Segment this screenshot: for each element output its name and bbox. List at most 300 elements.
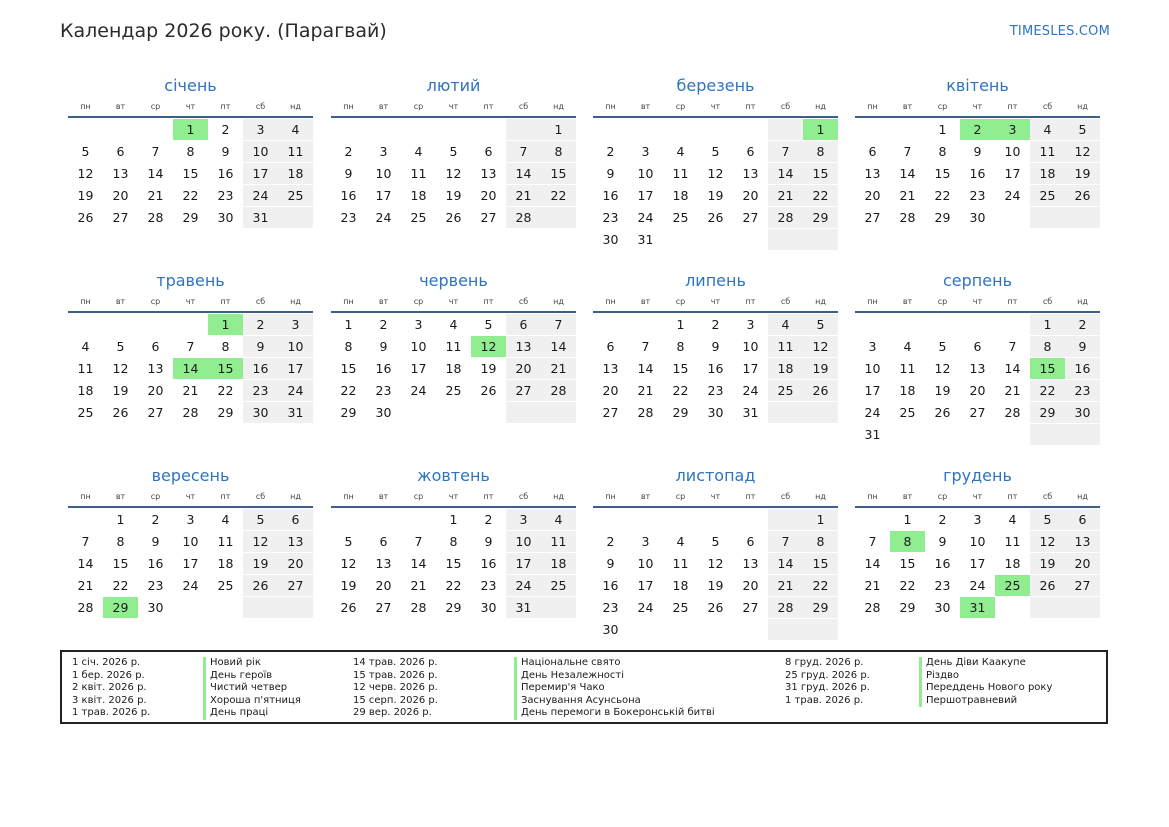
day-cell[interactable]: 9 xyxy=(344,166,353,181)
day-cell[interactable]: 16 xyxy=(217,166,234,181)
day-cell[interactable]: 21 xyxy=(506,185,541,206)
day-cell[interactable]: 28 xyxy=(410,600,427,615)
day-cell[interactable]: 7 xyxy=(506,141,541,162)
day-cell[interactable]: 10 xyxy=(278,336,313,357)
day-cell[interactable]: 2 xyxy=(151,512,160,527)
day-cell[interactable]: 10 xyxy=(506,531,541,552)
day-cell[interactable]: 16 xyxy=(375,361,392,376)
day-cell[interactable]: 7 xyxy=(768,531,803,552)
day-cell[interactable]: 10 xyxy=(1004,144,1021,159)
day-cell[interactable]: 23 xyxy=(969,188,986,203)
day-cell[interactable]: 25 xyxy=(1030,185,1065,206)
day-cell[interactable]: 10 xyxy=(969,534,986,549)
day-cell[interactable]: 24 xyxy=(1004,188,1021,203)
day-cell[interactable]: 22 xyxy=(803,575,838,596)
day-cell[interactable]: 9 xyxy=(484,534,493,549)
day-cell[interactable]: 30 xyxy=(707,405,724,420)
day-cell[interactable]: 13 xyxy=(864,166,881,181)
day-cell[interactable]: 24 xyxy=(742,383,759,398)
day-cell[interactable]: 8 xyxy=(890,531,925,552)
day-cell[interactable]: 24 xyxy=(243,185,278,206)
day-cell[interactable]: 14 xyxy=(541,336,576,357)
day-cell[interactable]: 16 xyxy=(707,361,724,376)
day-cell[interactable]: 17 xyxy=(637,188,654,203)
day-cell[interactable]: 8 xyxy=(541,141,576,162)
day-cell[interactable]: 9 xyxy=(606,556,615,571)
day-cell[interactable]: 9 xyxy=(221,144,230,159)
day-cell[interactable]: 13 xyxy=(112,166,129,181)
day-cell[interactable]: 29 xyxy=(803,597,838,618)
day-cell[interactable]: 18 xyxy=(672,578,689,593)
day-cell[interactable]: 29 xyxy=(217,405,234,420)
day-cell[interactable]: 11 xyxy=(899,361,916,376)
day-cell[interactable]: 25 xyxy=(445,383,462,398)
day-cell[interactable]: 26 xyxy=(1030,575,1065,596)
day-cell[interactable]: 5 xyxy=(344,534,353,549)
day-cell[interactable]: 11 xyxy=(1030,141,1065,162)
day-cell[interactable]: 17 xyxy=(506,553,541,574)
day-cell[interactable]: 7 xyxy=(868,534,877,549)
day-cell[interactable]: 2 xyxy=(344,144,353,159)
day-cell[interactable]: 31 xyxy=(506,597,541,618)
day-cell[interactable]: 14 xyxy=(410,556,427,571)
day-cell[interactable]: 18 xyxy=(278,163,313,184)
day-cell[interactable]: 12 xyxy=(1065,141,1100,162)
day-cell[interactable]: 17 xyxy=(1004,166,1021,181)
day-cell[interactable]: 29 xyxy=(103,597,138,618)
day-cell[interactable]: 19 xyxy=(340,578,357,593)
day-cell[interactable]: 20 xyxy=(480,188,497,203)
day-cell[interactable]: 20 xyxy=(969,383,986,398)
day-cell[interactable]: 1 xyxy=(344,317,353,332)
day-cell[interactable]: 21 xyxy=(899,188,916,203)
day-cell[interactable]: 30 xyxy=(969,210,986,225)
day-cell[interactable]: 26 xyxy=(934,405,951,420)
day-cell[interactable]: 13 xyxy=(742,556,759,571)
day-cell[interactable]: 3 xyxy=(746,317,755,332)
day-cell[interactable]: 27 xyxy=(375,600,392,615)
day-cell[interactable]: 21 xyxy=(77,578,94,593)
day-cell[interactable]: 31 xyxy=(243,207,278,228)
day-cell[interactable]: 3 xyxy=(414,317,423,332)
day-cell[interactable]: 22 xyxy=(1030,380,1065,401)
day-cell[interactable]: 22 xyxy=(899,578,916,593)
day-cell[interactable]: 21 xyxy=(147,188,164,203)
day-cell[interactable]: 15 xyxy=(112,556,129,571)
day-cell[interactable]: 24 xyxy=(278,380,313,401)
day-cell[interactable]: 1 xyxy=(903,512,912,527)
day-cell[interactable]: 20 xyxy=(864,188,881,203)
day-cell[interactable]: 14 xyxy=(173,358,208,379)
day-cell[interactable]: 9 xyxy=(243,336,278,357)
day-cell[interactable]: 13 xyxy=(147,361,164,376)
day-cell[interactable]: 6 xyxy=(484,144,493,159)
day-cell[interactable]: 11 xyxy=(541,531,576,552)
day-cell[interactable]: 30 xyxy=(243,402,278,423)
day-cell[interactable]: 26 xyxy=(1065,185,1100,206)
day-cell[interactable]: 2 xyxy=(379,317,388,332)
day-cell[interactable]: 17 xyxy=(375,188,392,203)
day-cell[interactable]: 8 xyxy=(116,534,125,549)
day-cell[interactable]: 23 xyxy=(1065,380,1100,401)
day-cell[interactable]: 14 xyxy=(506,163,541,184)
day-cell[interactable]: 23 xyxy=(243,380,278,401)
day-cell[interactable]: 25 xyxy=(77,405,94,420)
day-cell[interactable]: 23 xyxy=(147,578,164,593)
day-cell[interactable]: 28 xyxy=(541,380,576,401)
day-cell[interactable]: 20 xyxy=(375,578,392,593)
day-cell[interactable]: 19 xyxy=(445,188,462,203)
day-cell[interactable]: 6 xyxy=(278,509,313,530)
day-cell[interactable]: 7 xyxy=(641,339,650,354)
day-cell[interactable]: 16 xyxy=(340,188,357,203)
day-cell[interactable]: 10 xyxy=(637,166,654,181)
day-cell[interactable]: 12 xyxy=(112,361,129,376)
day-cell[interactable]: 5 xyxy=(81,144,90,159)
day-cell[interactable]: 29 xyxy=(899,600,916,615)
day-cell[interactable]: 17 xyxy=(243,163,278,184)
day-cell[interactable]: 1 xyxy=(803,119,838,140)
day-cell[interactable]: 10 xyxy=(410,339,427,354)
day-cell[interactable]: 25 xyxy=(995,575,1030,596)
day-cell[interactable]: 4 xyxy=(414,144,423,159)
day-cell[interactable]: 16 xyxy=(602,578,619,593)
day-cell[interactable]: 28 xyxy=(637,405,654,420)
day-cell[interactable]: 17 xyxy=(742,361,759,376)
day-cell[interactable]: 6 xyxy=(973,339,982,354)
day-cell[interactable]: 1 xyxy=(1030,314,1065,335)
day-cell[interactable]: 3 xyxy=(995,119,1030,140)
day-cell[interactable]: 15 xyxy=(803,553,838,574)
day-cell[interactable]: 15 xyxy=(340,361,357,376)
day-cell[interactable]: 14 xyxy=(147,166,164,181)
day-cell[interactable]: 4 xyxy=(1030,119,1065,140)
day-cell[interactable]: 1 xyxy=(449,512,458,527)
day-cell[interactable]: 1 xyxy=(208,314,243,335)
day-cell[interactable]: 23 xyxy=(934,578,951,593)
day-cell[interactable]: 4 xyxy=(676,144,685,159)
day-cell[interactable]: 24 xyxy=(637,600,654,615)
day-cell[interactable]: 14 xyxy=(768,553,803,574)
day-cell[interactable]: 9 xyxy=(938,534,947,549)
day-cell[interactable]: 22 xyxy=(217,383,234,398)
day-cell[interactable]: 23 xyxy=(340,210,357,225)
day-cell[interactable]: 5 xyxy=(1030,509,1065,530)
day-cell[interactable]: 2 xyxy=(938,512,947,527)
day-cell[interactable]: 29 xyxy=(803,207,838,228)
day-cell[interactable]: 18 xyxy=(1004,556,1021,571)
day-cell[interactable]: 3 xyxy=(973,512,982,527)
day-cell[interactable]: 7 xyxy=(151,144,160,159)
day-cell[interactable]: 26 xyxy=(707,210,724,225)
day-cell[interactable]: 11 xyxy=(672,166,689,181)
day-cell[interactable]: 21 xyxy=(637,383,654,398)
day-cell[interactable]: 1 xyxy=(803,509,838,530)
day-cell[interactable]: 17 xyxy=(410,361,427,376)
day-cell[interactable]: 27 xyxy=(278,575,313,596)
day-cell[interactable]: 21 xyxy=(1004,383,1021,398)
day-cell[interactable]: 11 xyxy=(672,556,689,571)
day-cell[interactable]: 1 xyxy=(173,119,208,140)
day-cell[interactable]: 3 xyxy=(641,144,650,159)
day-cell[interactable]: 21 xyxy=(182,383,199,398)
day-cell[interactable]: 22 xyxy=(803,185,838,206)
day-cell[interactable]: 28 xyxy=(768,597,803,618)
day-cell[interactable]: 13 xyxy=(506,336,541,357)
day-cell[interactable]: 6 xyxy=(379,534,388,549)
day-cell[interactable]: 18 xyxy=(672,188,689,203)
day-cell[interactable]: 18 xyxy=(77,383,94,398)
day-cell[interactable]: 6 xyxy=(606,339,615,354)
day-cell[interactable]: 4 xyxy=(1008,512,1017,527)
day-cell[interactable]: 31 xyxy=(637,232,654,247)
day-cell[interactable]: 7 xyxy=(186,339,195,354)
day-cell[interactable]: 28 xyxy=(864,600,881,615)
day-cell[interactable]: 26 xyxy=(77,210,94,225)
day-cell[interactable]: 14 xyxy=(637,361,654,376)
day-cell[interactable]: 21 xyxy=(768,575,803,596)
day-cell[interactable]: 22 xyxy=(112,578,129,593)
day-cell[interactable]: 2 xyxy=(484,512,493,527)
day-cell[interactable]: 4 xyxy=(903,339,912,354)
day-cell[interactable]: 9 xyxy=(1065,336,1100,357)
day-cell[interactable]: 24 xyxy=(182,578,199,593)
day-cell[interactable]: 19 xyxy=(1065,163,1100,184)
day-cell[interactable]: 23 xyxy=(602,210,619,225)
day-cell[interactable]: 27 xyxy=(1065,575,1100,596)
day-cell[interactable]: 10 xyxy=(182,534,199,549)
day-cell[interactable]: 3 xyxy=(278,314,313,335)
day-cell[interactable]: 3 xyxy=(186,512,195,527)
day-cell[interactable]: 28 xyxy=(899,210,916,225)
day-cell[interactable]: 12 xyxy=(803,336,838,357)
day-cell[interactable]: 18 xyxy=(899,383,916,398)
day-cell[interactable]: 31 xyxy=(742,405,759,420)
day-cell[interactable]: 2 xyxy=(243,314,278,335)
day-cell[interactable]: 30 xyxy=(934,600,951,615)
day-cell[interactable]: 18 xyxy=(445,361,462,376)
day-cell[interactable]: 8 xyxy=(803,141,838,162)
day-cell[interactable]: 30 xyxy=(602,622,619,637)
day-cell[interactable]: 28 xyxy=(506,207,541,228)
day-cell[interactable]: 16 xyxy=(602,188,619,203)
day-cell[interactable]: 10 xyxy=(742,339,759,354)
day-cell[interactable]: 24 xyxy=(375,210,392,225)
day-cell[interactable]: 24 xyxy=(506,575,541,596)
day-cell[interactable]: 7 xyxy=(1008,339,1017,354)
day-cell[interactable]: 8 xyxy=(186,144,195,159)
day-cell[interactable]: 13 xyxy=(375,556,392,571)
day-cell[interactable]: 13 xyxy=(1065,531,1100,552)
day-cell[interactable]: 10 xyxy=(637,556,654,571)
day-cell[interactable]: 2 xyxy=(1065,314,1100,335)
day-cell[interactable]: 17 xyxy=(969,556,986,571)
day-cell[interactable]: 28 xyxy=(768,207,803,228)
day-cell[interactable]: 23 xyxy=(217,188,234,203)
day-cell[interactable]: 24 xyxy=(969,578,986,593)
day-cell[interactable]: 31 xyxy=(960,597,995,618)
day-cell[interactable]: 27 xyxy=(112,210,129,225)
day-cell[interactable]: 4 xyxy=(221,512,230,527)
day-cell[interactable]: 10 xyxy=(864,361,881,376)
day-cell[interactable]: 12 xyxy=(340,556,357,571)
day-cell[interactable]: 28 xyxy=(77,600,94,615)
day-cell[interactable]: 28 xyxy=(1004,405,1021,420)
day-cell[interactable]: 7 xyxy=(541,314,576,335)
day-cell[interactable]: 15 xyxy=(899,556,916,571)
day-cell[interactable]: 10 xyxy=(375,166,392,181)
day-cell[interactable]: 13 xyxy=(969,361,986,376)
day-cell[interactable]: 25 xyxy=(768,380,803,401)
day-cell[interactable]: 15 xyxy=(208,358,243,379)
day-cell[interactable]: 29 xyxy=(672,405,689,420)
day-cell[interactable]: 24 xyxy=(637,210,654,225)
day-cell[interactable]: 22 xyxy=(541,185,576,206)
day-cell[interactable]: 5 xyxy=(484,317,493,332)
day-cell[interactable]: 8 xyxy=(344,339,353,354)
day-cell[interactable]: 15 xyxy=(182,166,199,181)
day-cell[interactable]: 15 xyxy=(672,361,689,376)
day-cell[interactable]: 22 xyxy=(182,188,199,203)
day-cell[interactable]: 14 xyxy=(768,163,803,184)
day-cell[interactable]: 27 xyxy=(506,380,541,401)
day-cell[interactable]: 22 xyxy=(340,383,357,398)
day-cell[interactable]: 15 xyxy=(1030,358,1065,379)
day-cell[interactable]: 17 xyxy=(864,383,881,398)
day-cell[interactable]: 30 xyxy=(375,405,392,420)
brand-link[interactable]: TIMESLES.COM xyxy=(1009,24,1110,39)
day-cell[interactable]: 16 xyxy=(243,358,278,379)
day-cell[interactable]: 2 xyxy=(221,122,230,137)
day-cell[interactable]: 11 xyxy=(1004,534,1021,549)
day-cell[interactable]: 12 xyxy=(934,361,951,376)
day-cell[interactable]: 27 xyxy=(742,600,759,615)
day-cell[interactable]: 25 xyxy=(278,185,313,206)
day-cell[interactable]: 18 xyxy=(217,556,234,571)
day-cell[interactable]: 25 xyxy=(541,575,576,596)
day-cell[interactable]: 15 xyxy=(541,163,576,184)
day-cell[interactable]: 5 xyxy=(938,339,947,354)
day-cell[interactable]: 12 xyxy=(471,336,506,357)
day-cell[interactable]: 24 xyxy=(864,405,881,420)
day-cell[interactable]: 23 xyxy=(707,383,724,398)
day-cell[interactable]: 13 xyxy=(602,361,619,376)
day-cell[interactable]: 4 xyxy=(768,314,803,335)
day-cell[interactable]: 21 xyxy=(768,185,803,206)
day-cell[interactable]: 4 xyxy=(541,509,576,530)
day-cell[interactable]: 29 xyxy=(340,405,357,420)
day-cell[interactable]: 11 xyxy=(77,361,94,376)
day-cell[interactable]: 19 xyxy=(77,188,94,203)
day-cell[interactable]: 16 xyxy=(480,556,497,571)
day-cell[interactable]: 19 xyxy=(934,383,951,398)
day-cell[interactable]: 2 xyxy=(711,317,720,332)
day-cell[interactable]: 21 xyxy=(864,578,881,593)
day-cell[interactable]: 17 xyxy=(637,578,654,593)
day-cell[interactable]: 12 xyxy=(77,166,94,181)
day-cell[interactable]: 19 xyxy=(480,361,497,376)
day-cell[interactable]: 26 xyxy=(480,383,497,398)
day-cell[interactable]: 8 xyxy=(676,339,685,354)
day-cell[interactable]: 26 xyxy=(707,600,724,615)
day-cell[interactable]: 9 xyxy=(606,166,615,181)
day-cell[interactable]: 12 xyxy=(707,166,724,181)
day-cell[interactable]: 7 xyxy=(768,141,803,162)
day-cell[interactable]: 3 xyxy=(243,119,278,140)
day-cell[interactable]: 5 xyxy=(449,144,458,159)
day-cell[interactable]: 6 xyxy=(1065,509,1100,530)
day-cell[interactable]: 5 xyxy=(711,144,720,159)
day-cell[interactable]: 8 xyxy=(803,531,838,552)
day-cell[interactable]: 19 xyxy=(803,358,838,379)
day-cell[interactable]: 16 xyxy=(1065,358,1100,379)
day-cell[interactable]: 12 xyxy=(1030,531,1065,552)
day-cell[interactable]: 26 xyxy=(243,575,278,596)
day-cell[interactable]: 2 xyxy=(606,534,615,549)
day-cell[interactable]: 20 xyxy=(112,188,129,203)
day-cell[interactable]: 11 xyxy=(445,339,462,354)
day-cell[interactable]: 26 xyxy=(803,380,838,401)
day-cell[interactable]: 17 xyxy=(182,556,199,571)
day-cell[interactable]: 5 xyxy=(116,339,125,354)
day-cell[interactable]: 1 xyxy=(541,119,576,140)
day-cell[interactable]: 16 xyxy=(147,556,164,571)
day-cell[interactable]: 25 xyxy=(672,600,689,615)
day-cell[interactable]: 27 xyxy=(480,210,497,225)
day-cell[interactable]: 29 xyxy=(182,210,199,225)
day-cell[interactable]: 4 xyxy=(278,119,313,140)
day-cell[interactable]: 18 xyxy=(541,553,576,574)
day-cell[interactable]: 1 xyxy=(938,122,947,137)
day-cell[interactable]: 20 xyxy=(278,553,313,574)
day-cell[interactable]: 8 xyxy=(221,339,230,354)
day-cell[interactable]: 7 xyxy=(903,144,912,159)
day-cell[interactable]: 2 xyxy=(606,144,615,159)
day-cell[interactable]: 28 xyxy=(182,405,199,420)
day-cell[interactable]: 3 xyxy=(868,339,877,354)
day-cell[interactable]: 28 xyxy=(147,210,164,225)
day-cell[interactable]: 6 xyxy=(151,339,160,354)
day-cell[interactable]: 6 xyxy=(116,144,125,159)
day-cell[interactable]: 4 xyxy=(449,317,458,332)
day-cell[interactable]: 14 xyxy=(864,556,881,571)
day-cell[interactable]: 27 xyxy=(147,405,164,420)
day-cell[interactable]: 18 xyxy=(768,358,803,379)
day-cell[interactable]: 6 xyxy=(506,314,541,335)
day-cell[interactable]: 20 xyxy=(602,383,619,398)
day-cell[interactable]: 27 xyxy=(969,405,986,420)
day-cell[interactable]: 30 xyxy=(217,210,234,225)
day-cell[interactable]: 9 xyxy=(973,144,982,159)
day-cell[interactable]: 13 xyxy=(278,531,313,552)
day-cell[interactable]: 17 xyxy=(278,358,313,379)
day-cell[interactable]: 19 xyxy=(243,553,278,574)
day-cell[interactable]: 5 xyxy=(1065,119,1100,140)
day-cell[interactable]: 22 xyxy=(445,578,462,593)
day-cell[interactable]: 20 xyxy=(506,358,541,379)
day-cell[interactable]: 24 xyxy=(410,383,427,398)
day-cell[interactable]: 27 xyxy=(864,210,881,225)
day-cell[interactable]: 26 xyxy=(340,600,357,615)
day-cell[interactable]: 23 xyxy=(375,383,392,398)
day-cell[interactable]: 29 xyxy=(445,600,462,615)
day-cell[interactable]: 29 xyxy=(934,210,951,225)
day-cell[interactable]: 1 xyxy=(676,317,685,332)
day-cell[interactable]: 27 xyxy=(602,405,619,420)
day-cell[interactable]: 30 xyxy=(602,232,619,247)
day-cell[interactable]: 14 xyxy=(899,166,916,181)
day-cell[interactable]: 4 xyxy=(81,339,90,354)
